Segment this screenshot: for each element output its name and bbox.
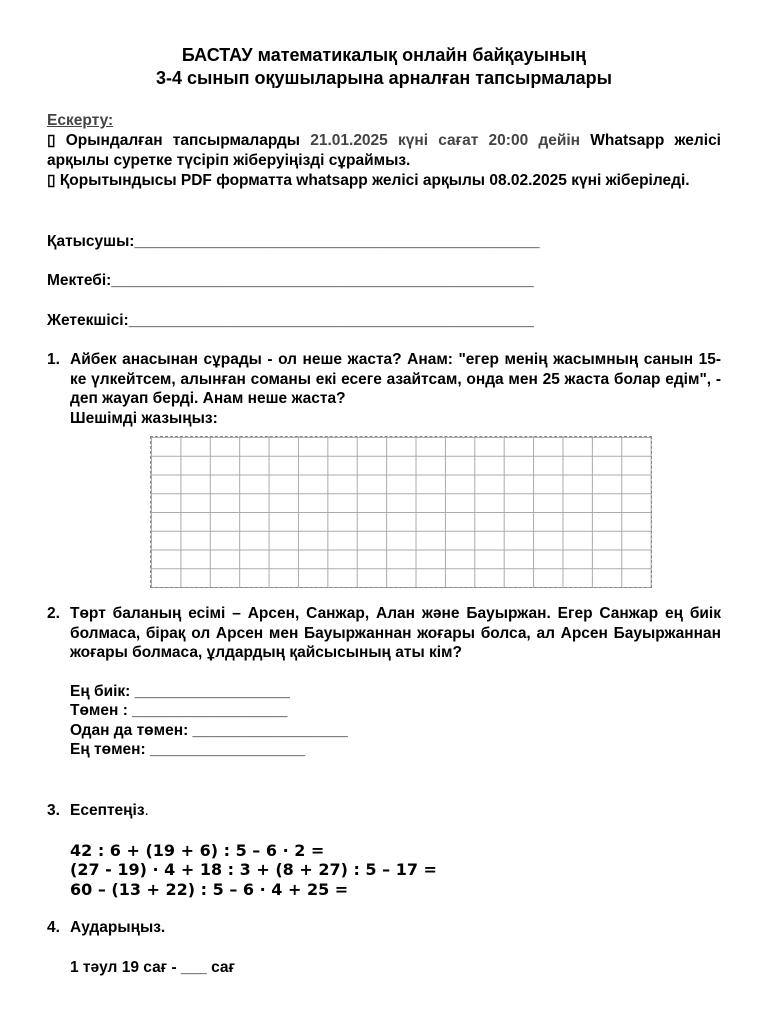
notice-line-2: ▯ Қорытындысы PDF форматта whatsapp желісі арқылы 08.02.2025 күні жіберіледі. xyxy=(47,172,690,189)
task-3 xyxy=(47,801,721,899)
expression-2: (27 - 19) · 4 + 18 : 3 + (8 + 27) : 5 – 17 = xyxy=(70,860,437,879)
task-4-conversion[interactable]: 1 тәул 19 сағ - ___ сағ xyxy=(70,958,235,976)
solution-grid[interactable] xyxy=(150,436,652,588)
notice-line-1: ▯ Орындалған тапсырмаларды 21.01.2025 күні сағат 20:00 дейін Whatsapp желісі арқылы суретке түсіріп жіберуіңізді сұраймыз. xyxy=(47,132,721,169)
task-number: 2. xyxy=(47,605,60,622)
expression-3: 60 – (13 + 22) : 5 – 6 · 4 + 25 = xyxy=(70,879,349,899)
expression-1: 42 : 6 + (19 + 6) : 5 – 6 · 2 = xyxy=(70,840,325,860)
notice-heading: Ескерту: xyxy=(47,112,114,129)
school-field[interactable]: Мектебі:_________________________________________________ xyxy=(47,272,534,289)
task-2 xyxy=(47,604,721,760)
task-2-text: Төрт баланың есімі – Арсен, Санжар, Алан және Бауыржан. Егер Санжар ең биік болмаса, бірақ ол Арсен мен Бауыржаннан жоғары болса, ал Арсен Бауыржаннан жоғары болмаса, ұлдардың қайсысының аты кім? xyxy=(70,605,721,661)
answer-tallest[interactable]: Ең биік: __________________ xyxy=(70,682,290,700)
title-line-2: 3-4 сынып оқушыларына арналған тапсырмалары xyxy=(155,68,613,88)
task-4 xyxy=(47,918,721,977)
expression-list xyxy=(70,841,721,900)
page-title xyxy=(0,44,768,90)
deadline-date: 21.01.2025 күні сағат 20:00 дейін xyxy=(310,132,581,149)
task-1-text: Айбек анасынан сұрады - ол неше жаста? Анам: "егер менің жасымның санын 15-ке үлкейтсем, алынған соманы екі есеге азайтсам, онда мен 25 жаста болар едім", - деп жауап берді. Анам неше жаста? xyxy=(70,351,721,407)
notice-block xyxy=(47,111,721,191)
task-number: 4. xyxy=(47,919,60,936)
task-4-title: Аударыңыз. xyxy=(70,919,166,936)
supervisor-field[interactable]: Жетекшісі:_______________________________________________ xyxy=(47,312,534,329)
answer-lower[interactable]: Төмен : __________________ xyxy=(70,702,288,719)
answer-lower-still[interactable]: Одан да төмен: __________________ xyxy=(70,721,348,739)
answer-lowest[interactable]: Ең төмен: __________________ xyxy=(70,741,306,758)
task-number: 3. xyxy=(47,802,60,819)
bullet-icon: ▯ xyxy=(47,132,56,149)
title-line-1: БАСТАУ математикалық онлайн байқауының xyxy=(181,45,587,65)
bullet-icon: ▯ xyxy=(47,172,56,189)
task-1-prompt: Шешімді жазыңыз: xyxy=(70,409,218,427)
task-2-answers xyxy=(70,682,721,760)
task-number: 1. xyxy=(47,351,60,368)
task-3-title: Есептеңіз. xyxy=(70,802,149,819)
participant-field[interactable]: Қатысушы:_______________________________________________ xyxy=(47,233,540,250)
task-1 xyxy=(47,350,721,428)
